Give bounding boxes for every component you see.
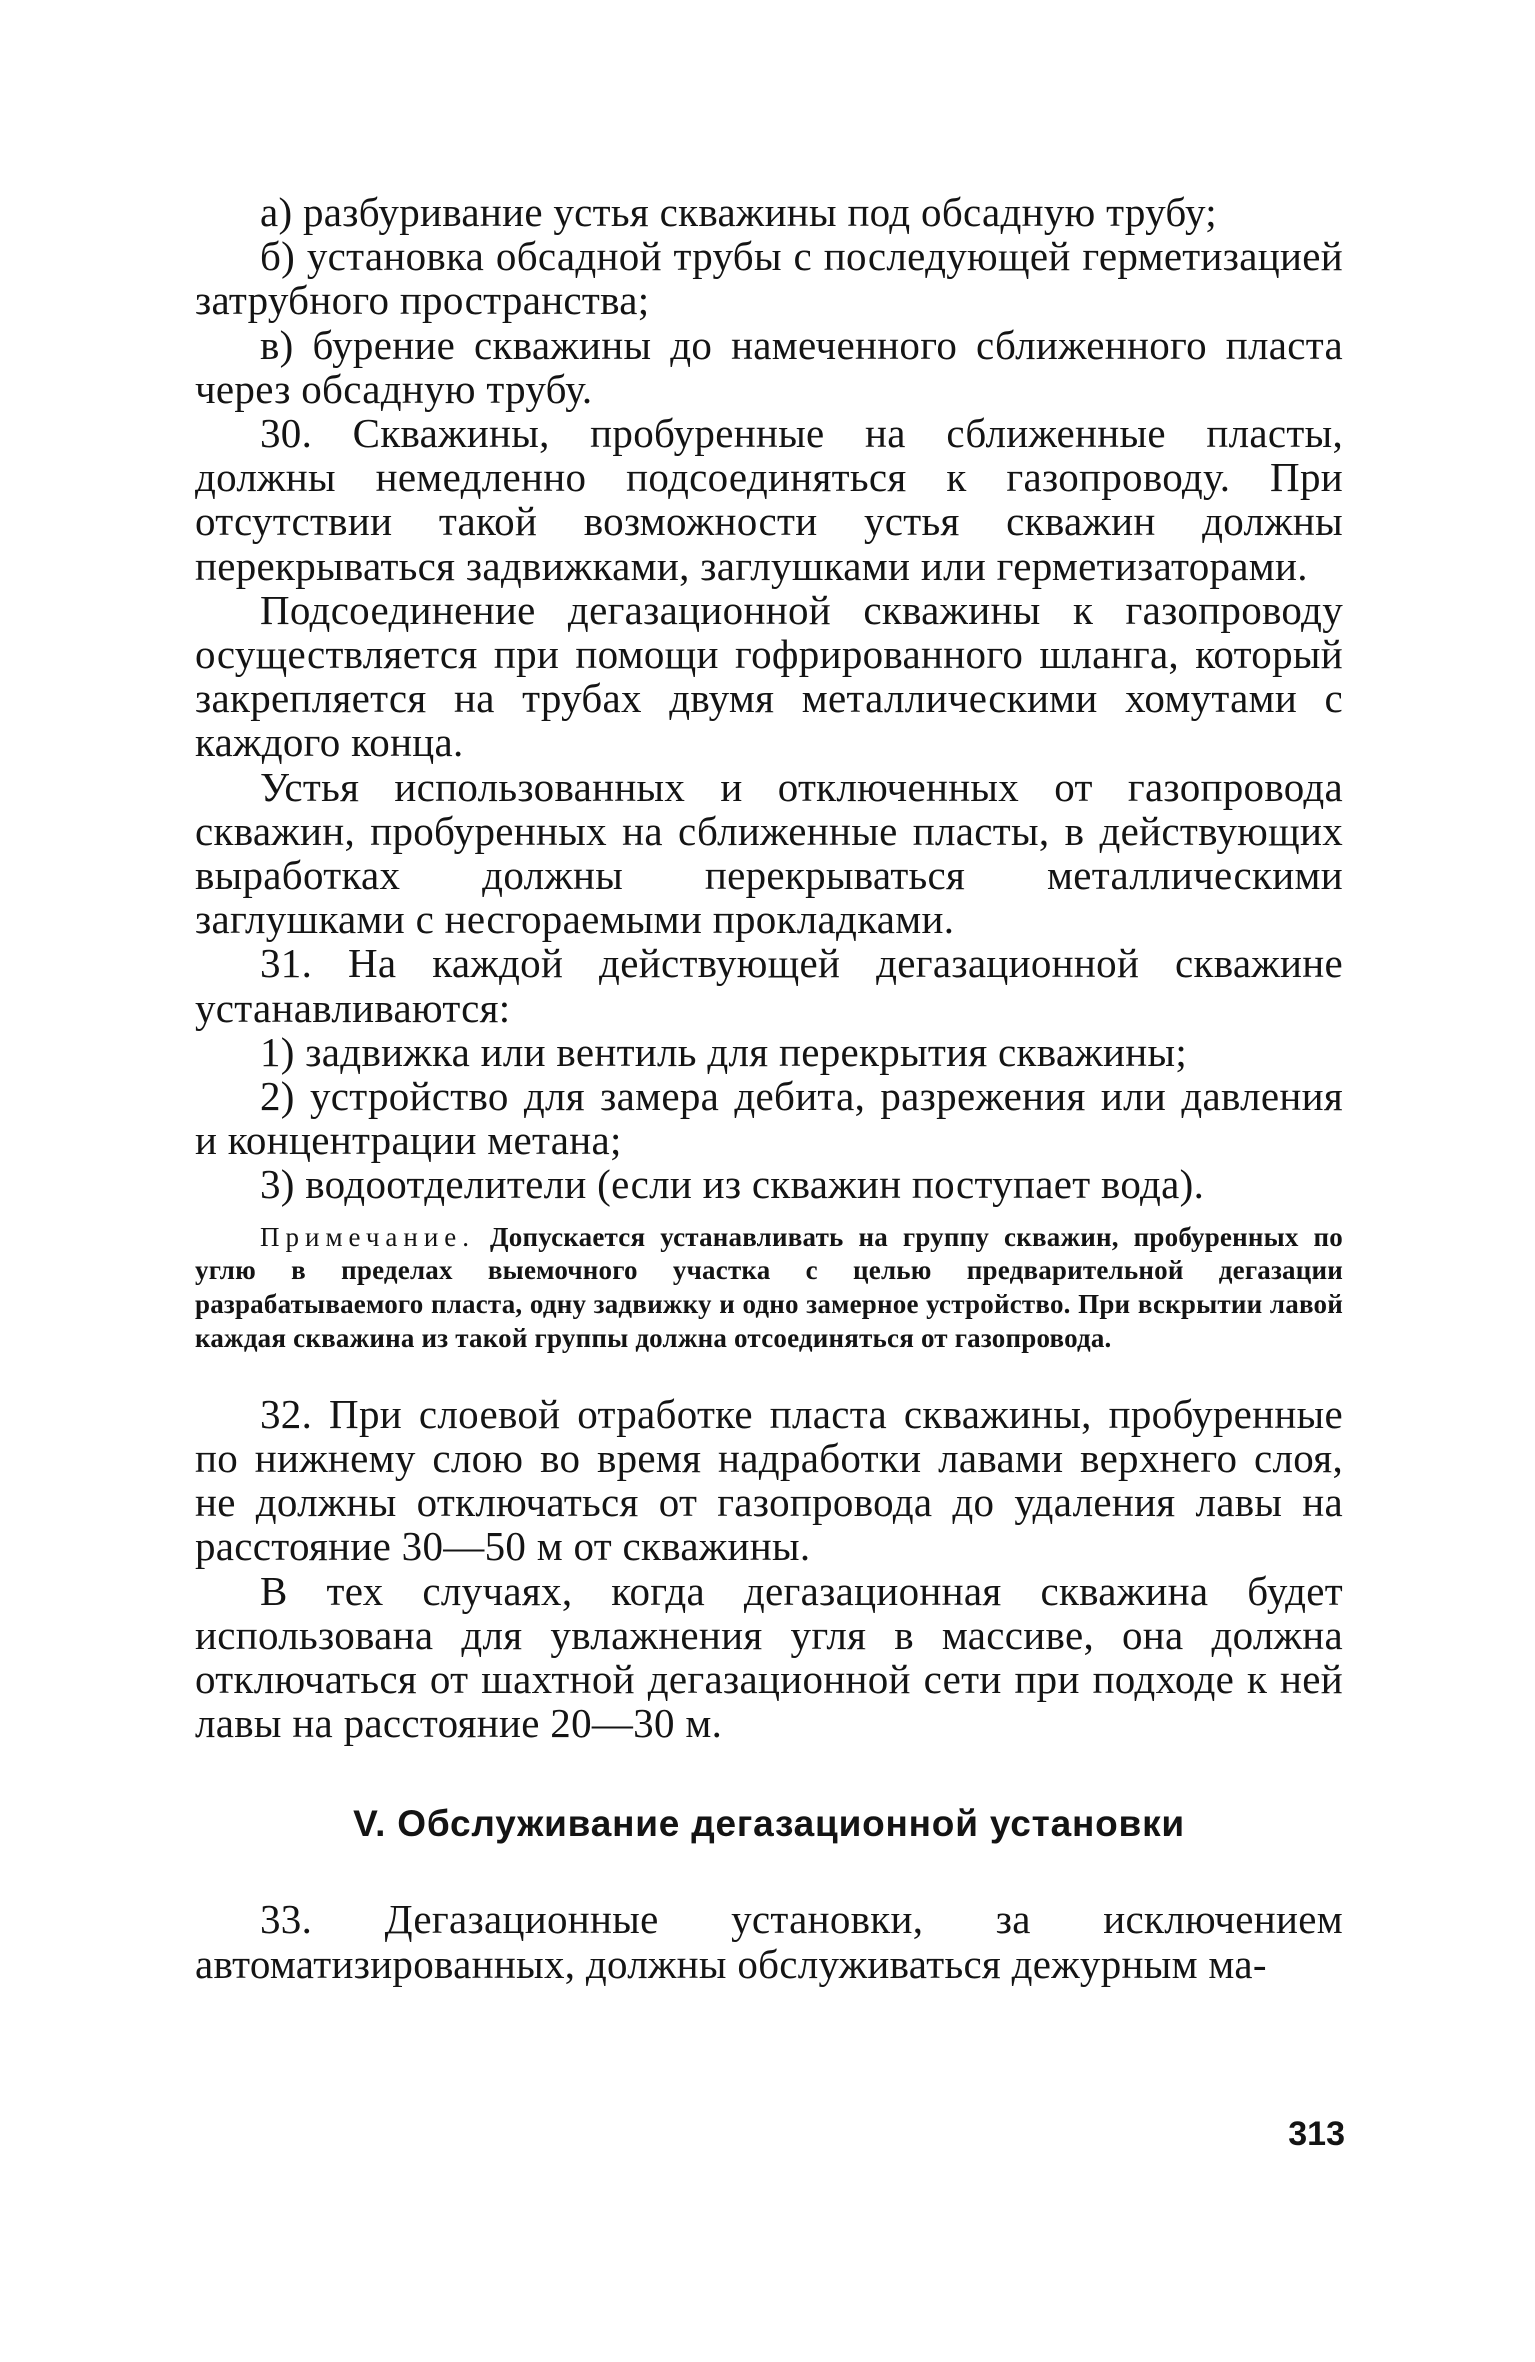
paragraph: 30. Скважины, пробуренные на сближенные пласты, должны немедленно подсоединяться к газопроводу. При отсутствии такой возможности устья скважин должны перекрываться задвижками, заглушками или герметизаторами.: [195, 410, 1343, 589]
note: [195, 1221, 1343, 1356]
paragraph: В тех случаях, когда дегазационная скважина будет использована для увлажнения угля в массиве, она должна отключаться от шахтной дегазационной сети при подходе к ней лавы на расстояние 20—30 м.: [195, 1567, 1343, 1747]
paragraph: 32. При слоевой отработке пласта скважины, пробуренные по нижнему слою во время надработки лавами верхнего слоя, не должны отключаться от газопровода до удаления лавы на расстояние 30—50 м от скважины.: [195, 1390, 1343, 1570]
paragraph: 33. Дегазационные установки, за исключением автоматизированных, должны обслуживаться дежурным ма-: [195, 1896, 1343, 1987]
page-text-block: [195, 190, 1343, 1986]
note-label: Примечание.: [260, 1221, 476, 1252]
list-item: 3) водоотделители (если из скважин поступает вода).: [260, 1161, 1205, 1208]
paragraph: б) установка обсадной трубы с последующей герметизацией затрубного пространства;: [195, 233, 1343, 324]
paragraph: в) бурение скважины до намеченного сближенного пласта через обсадную трубу.: [195, 321, 1343, 412]
note-text: Допускается устанавливать на группу скважин, пробуренных по углю в пределах выемочного участка с целью предварительной дегазации разрабатываемого пласта, одну задвижку и одно замерное устройство. При вскрытии лавой каждая скважина из такой группы должна отсоединяться от газопровода.: [195, 1221, 1343, 1354]
page-number: 313: [1288, 2115, 1345, 2153]
paragraph: Устья использованных и отключенных от газопровода скважин, пробуренных на сближенные пласты, в действующих выработках должны перекрываться металлическими заглушками с несгораемыми прокладками.: [195, 763, 1343, 943]
section-heading: V. Обслуживание дегазационной установки: [353, 1803, 1185, 1845]
list-item: 1) задвижка или вентиль для перекрытия скважины;: [260, 1028, 1188, 1075]
paragraph: Подсоединение дегазационной скважины к газопроводу осуществляется при помощи гофрированного шланга, который закрепляется на трубах двумя металлическими хомутами с каждого конца.: [195, 586, 1343, 766]
paragraph: 31. На каждой действующей дегазационной скважине устанавливаются:: [195, 940, 1343, 1031]
list-item: 2) устройство для замера дебита, разрежения или давления и концентрации метана;: [195, 1073, 1343, 1164]
paragraph: а) разбуривание устья скважины под обсадную трубу;: [260, 189, 1217, 235]
